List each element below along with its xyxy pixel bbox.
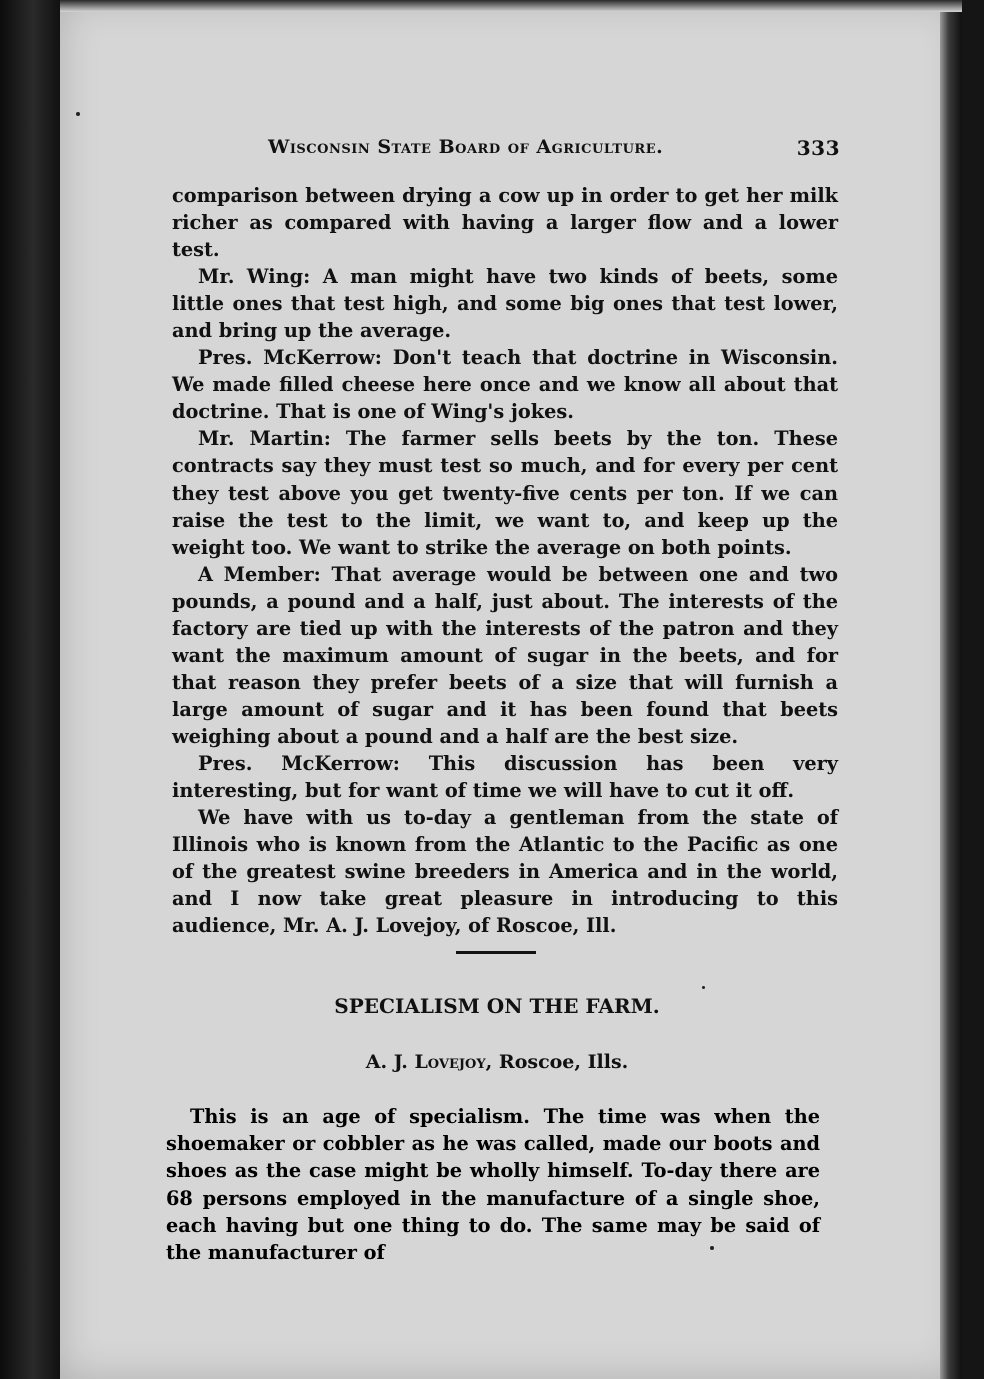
speaker-label: Mr. Wing: (198, 265, 311, 289)
section-body (166, 1103, 820, 1266)
running-head (268, 136, 840, 166)
paragraph-continuation: comparison between drying a cow up in order to get her milk richer as compared with having a larger flow and a lower test. (172, 184, 838, 262)
dust-speck (76, 112, 80, 116)
page-edge-shadow (940, 0, 962, 1379)
section-title: SPECIALISM ON THE FARM. (334, 994, 660, 1018)
page-number: 333 (796, 136, 840, 160)
paragraph-wing: Mr. Wing: A man might have two kinds of beets, some little ones that test high, and some big ones that test lower, and bring up the average. (172, 265, 838, 343)
section-divider (456, 951, 536, 954)
speaker-label: Pres. McKerrow: (198, 346, 382, 370)
dust-speck (710, 1246, 714, 1250)
paragraph-mckerrow-1: Pres. McKerrow: Don't teach that doctrine in Wisconsin. We made filled cheese here once and we know all about that doctrine. That is one of Wing's jokes. (172, 346, 838, 424)
running-head-title: Wisconsin State Board of Agriculture. (268, 136, 664, 158)
speaker-label: A Member: (198, 562, 321, 586)
paragraph-member: A Member: That average would be between one and two pounds, a pound and a half, just about. The interests of the factory are tied up with the interests of the patron and they want the maximum amount of sugar in the beets, and for that reason they prefer beets of a size that will furnish a large amount of sugar and it has been found that beets weighing about a pound and a half are the best size. (172, 562, 839, 748)
dust-speck (702, 986, 705, 989)
byline-name: A. J. Lovejoy, (365, 1051, 493, 1073)
paragraph-mckerrow-2: Pres. McKerrow: This discussion has been very interesting, but for want of time we will have to cut it off. (172, 751, 838, 803)
paragraph-martin: Mr. Martin: The farmer sells beets by the ton. These contracts say they must test so much, and for every per cent they test above you get twenty-five cents per ton. If we can raise the test to the limit, we want to, and keep up the weight too. We want to strike the average on both points. (172, 427, 838, 559)
speaker-label: Mr. Martin: (198, 427, 331, 451)
byline (172, 1051, 822, 1073)
binding-shadow (0, 0, 60, 1379)
byline-place: Roscoe, Ills. (498, 1051, 629, 1073)
top-edge-shadow (60, 0, 962, 12)
section-paragraph: This is an age of specialism. The time was when the shoemaker or cobbler as he was called, made our boots and shoes as the case might be wholly himself. To-day there are 68 persons employed in the manufacture of a single shoe, each having but one thing to do. The same may be said of the manufacturer of (166, 1105, 820, 1265)
speaker-label: Pres. McKerrow: (198, 751, 400, 775)
paragraph-introduction: We have with us to-day a gentleman from the state of Illinois who is known from the Atlantic to the Pacific as one of the greatest swine breeders in America and in the world, and I now take great pleasure in introducing to this audience, Mr. A. J. Lovejoy, of Roscoe, Ill. (172, 806, 838, 938)
body-text (172, 182, 838, 939)
